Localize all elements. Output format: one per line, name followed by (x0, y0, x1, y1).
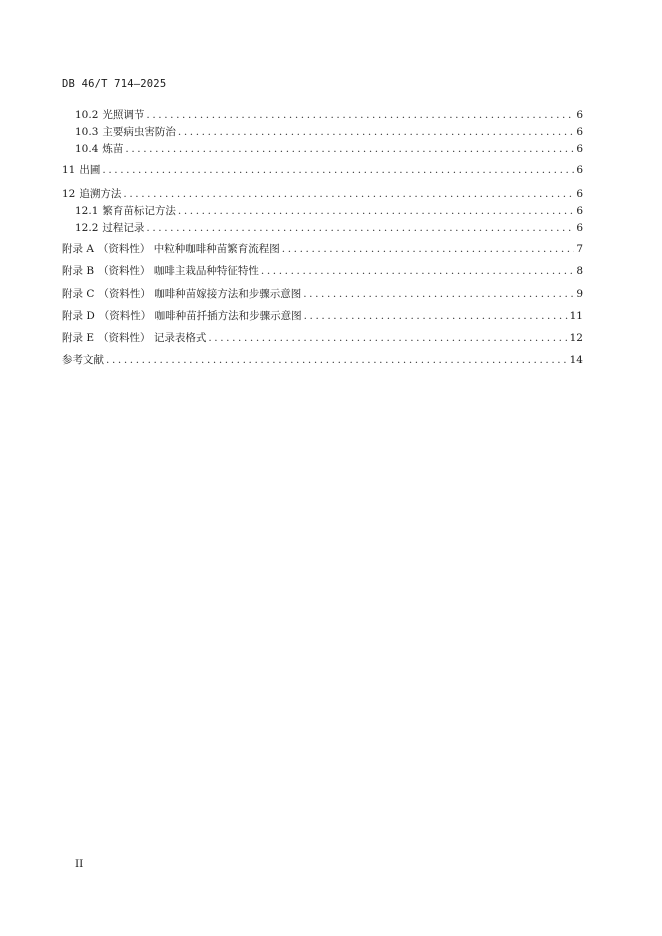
toc-entry-appendix-a[interactable] (62, 242, 583, 256)
toc-entry-number: 10.3 (75, 126, 99, 138)
toc-entry-appendix-c[interactable] (62, 287, 583, 301)
toc-entry-page: 7 (576, 243, 583, 255)
document-code-header: DB 46/T 714—2025 (62, 78, 167, 90)
toc-leader-dots (261, 264, 574, 278)
toc-entry-number: 10.2 (75, 109, 99, 121)
toc-entry-number: 12.2 (75, 222, 99, 234)
toc-entry-10-3[interactable] (75, 125, 583, 139)
toc-entry-page: 6 (576, 205, 583, 217)
toc-entry-page: 6 (576, 188, 583, 200)
toc-entry-number: 12.1 (75, 205, 99, 217)
toc-entry-title: 主要病虫害防治 (102, 126, 176, 138)
toc-leader-dots (304, 309, 568, 323)
toc-leader-dots (303, 287, 574, 301)
toc-entry-page: 8 (576, 265, 583, 277)
toc-entry-title: 炼苗 (102, 143, 124, 155)
toc-entry-references[interactable] (62, 353, 583, 367)
toc-entry-page: 14 (569, 354, 583, 366)
toc-entry-appendix-b[interactable] (62, 264, 583, 278)
toc-leader-dots (102, 163, 574, 177)
toc-entry-page: 12 (569, 332, 583, 344)
toc-leader-dots (208, 331, 567, 345)
toc-entry-number: 11 (62, 164, 76, 176)
toc-entry-10-4[interactable] (75, 142, 583, 156)
toc-entry-page: 6 (576, 109, 583, 121)
toc-entry-10-2[interactable] (75, 108, 583, 122)
toc-entry-number: 附录 A (62, 243, 94, 255)
toc-entry-number: 附录 B (62, 265, 95, 277)
toc-entry-number: 附录 D (62, 310, 95, 322)
toc-entry-title: 繁育苗标记方法 (102, 205, 176, 217)
toc-entry-number: 10.4 (75, 143, 99, 155)
toc-leader-dots (146, 221, 574, 235)
toc-leader-dots (106, 353, 568, 367)
toc-entry-page: 6 (576, 143, 583, 155)
toc-entry-title: 过程记录 (102, 222, 145, 234)
toc-entry-number: 附录 C (62, 288, 95, 300)
toc-entry-appendix-d[interactable] (62, 309, 583, 323)
toc-entry-page: 9 (576, 288, 583, 300)
toc-entry-title: 参考文献 (62, 354, 104, 366)
toc-entry-title: （资料性） 咖啡种苗扦插方法和步骤示意图 (98, 310, 302, 322)
page-number-footer: II (75, 858, 84, 870)
toc-entry-page: 6 (576, 164, 583, 176)
toc-leader-dots (123, 187, 574, 201)
toc-entry-title: （资料性） 中粒种咖啡种苗繁育流程图 (97, 243, 280, 255)
toc-entry-page: 6 (576, 126, 583, 138)
toc-entry-title: 追溯方法 (79, 188, 122, 200)
toc-leader-dots (125, 142, 574, 156)
toc-leader-dots (178, 204, 574, 218)
toc-entry-title: 光照调节 (102, 109, 145, 121)
toc-entry-12-1[interactable] (75, 204, 583, 218)
toc-leader-dots (178, 125, 574, 139)
toc-entry-number: 附录 E (62, 332, 95, 344)
toc-entry-page: 6 (576, 222, 583, 234)
toc-leader-dots (146, 108, 574, 122)
toc-entry-appendix-e[interactable] (62, 331, 583, 345)
toc-entry-title: （资料性） 咖啡种苗嫁接方法和步骤示意图 (98, 288, 302, 300)
toc-entry-12-2[interactable] (75, 221, 583, 235)
toc-entry-page: 11 (569, 310, 583, 322)
toc-entry-title: 出圃 (79, 164, 101, 176)
toc-entry-12[interactable] (62, 187, 583, 201)
toc-entry-title: （资料性） 咖啡主栽品种特征特性 (98, 265, 259, 277)
toc-entry-11[interactable] (62, 163, 583, 177)
toc-leader-dots (282, 242, 575, 256)
toc-entry-number: 12 (62, 188, 76, 200)
toc-entry-title: （资料性） 记录表格式 (98, 332, 207, 344)
